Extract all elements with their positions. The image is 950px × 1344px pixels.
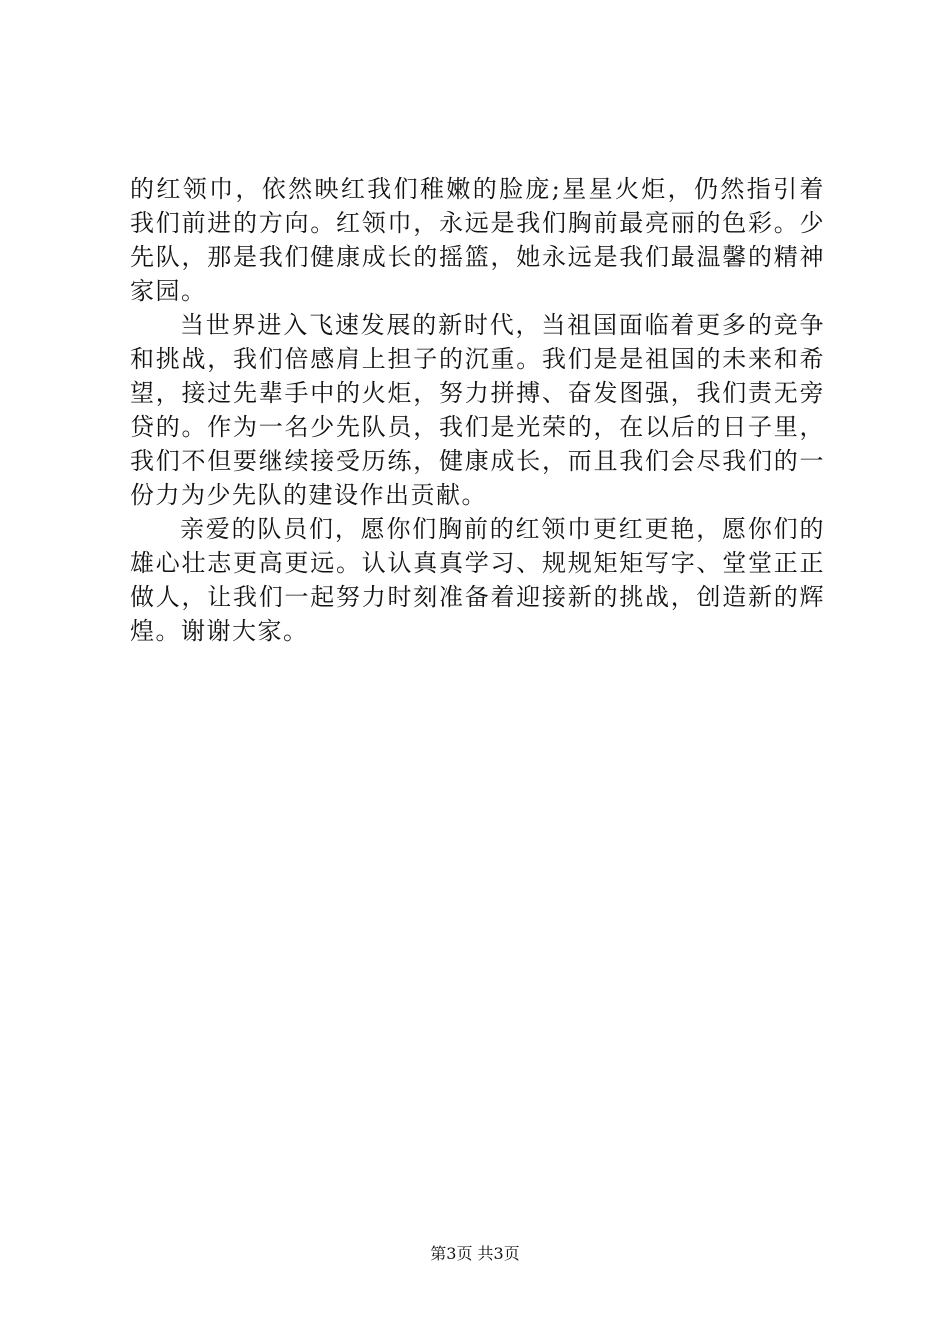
- paragraph-3: 亲爱的队员们，愿你们胸前的红领巾更红更艳，愿你们的雄心壮志更高更远。认认真真学习、规规矩矩写字、堂堂正正做人，让我们一起努力时刻准备着迎接新的挑战，创造新的辉煌。谢谢大家。: [130, 515, 825, 645]
- paragraph-1: 的红领巾，依然映红我们稚嫩的脸庞;星星火炬，仍然指引着我们前进的方向。红领巾，永远是我们胸前最亮丽的色彩。少先队，那是我们健康成长的摇篮，她永远是我们最温馨的精神家园。: [130, 175, 825, 305]
- page-footer: 第3页 共3页: [430, 1244, 520, 1263]
- paragraph-2: 当世界进入飞速发展的新时代，当祖国面临着更多的竞争和挑战，我们倍感肩上担子的沉重。我们是是祖国的未来和希望，接过先辈手中的火炬，努力拼搏、奋发图强，我们责无旁贷的。作为一名少先队员，我们是光荣的，在以后的日子里，我们不但要继续接受历练，健康成长，而且我们会尽我们的一份力为少先队的建设作出贡献。: [130, 311, 825, 509]
- body-text: [130, 172, 825, 648]
